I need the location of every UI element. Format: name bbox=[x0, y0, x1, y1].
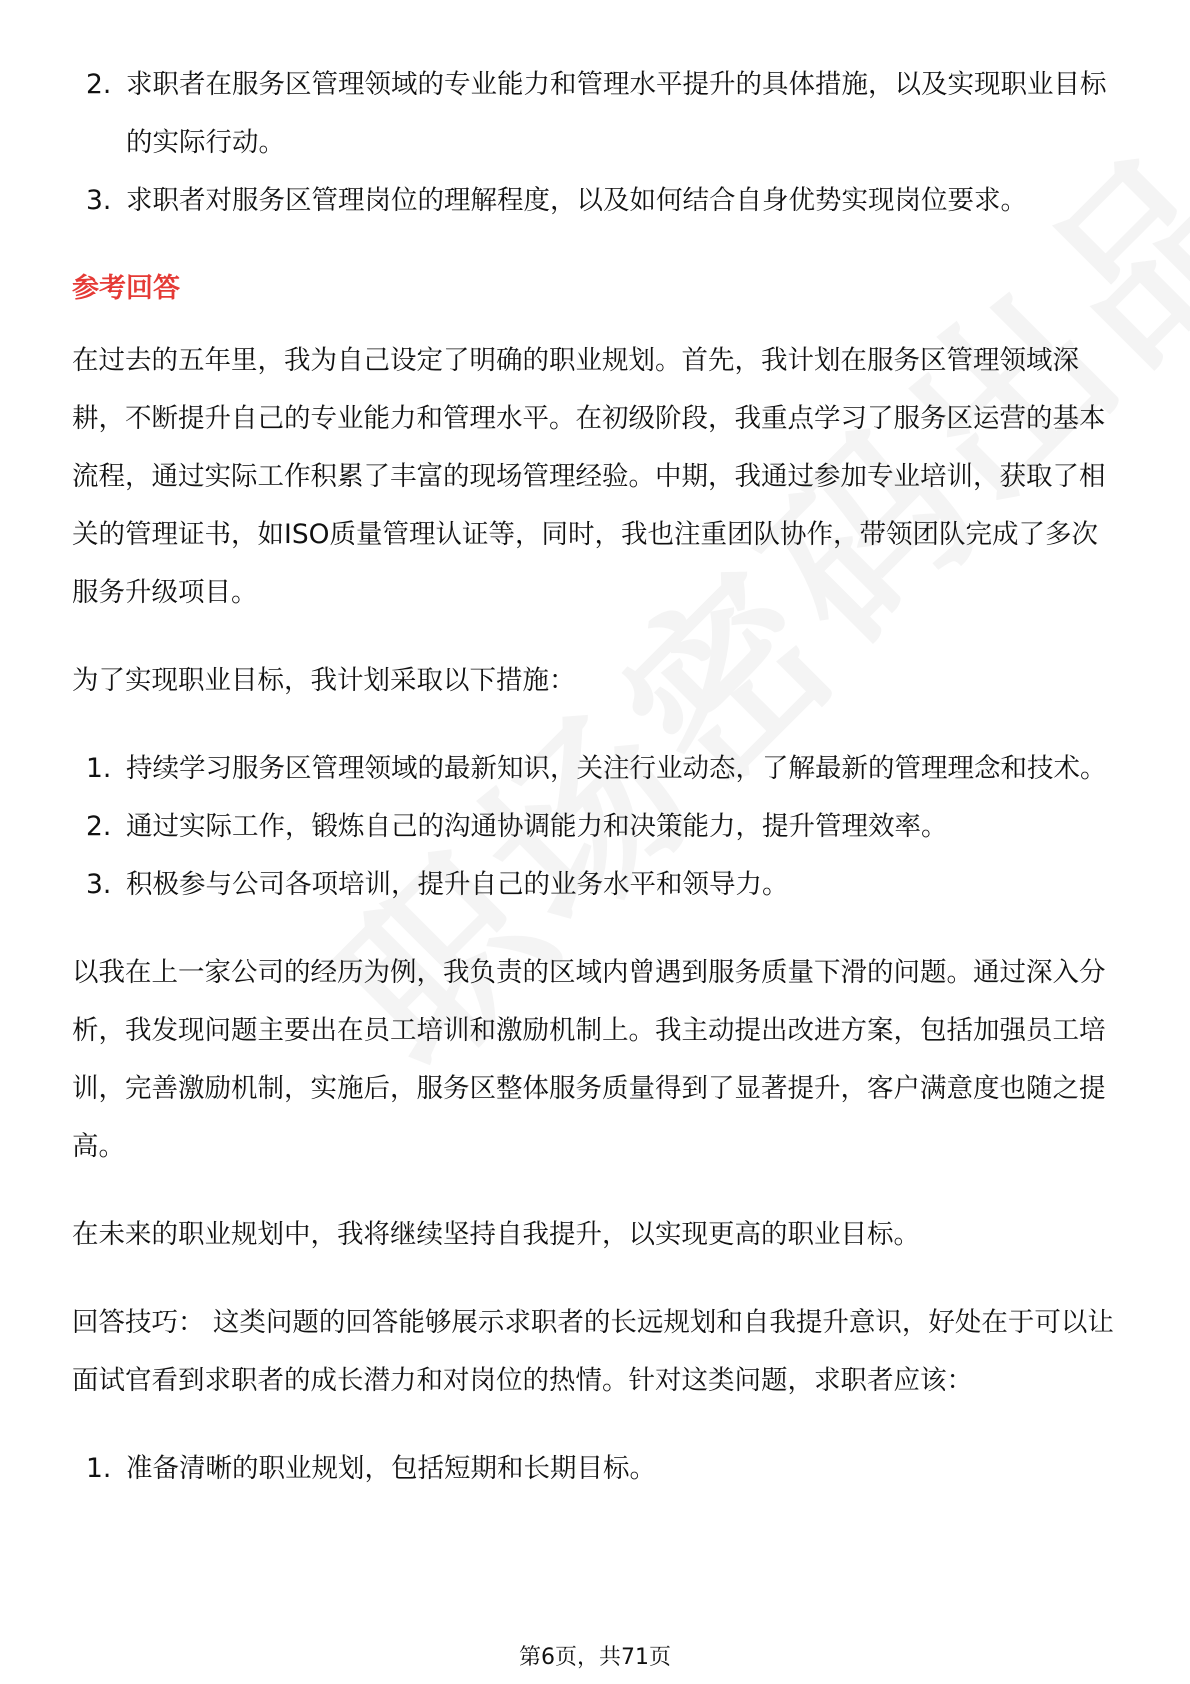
answer-paragraph-3: 以我在上一家公司的经历为例，我负责的区域内曾遇到服务质量下滑的问题。通过深入分析，我发现问题主要出在员工培训和激励机制上。我主动提出改进方案，包括加强员工培训，完善激励机制，实施后，服务区整体服务质量得到了显著提升，客户满意度也随之提高。 bbox=[72, 957, 1106, 1162]
list-item bbox=[72, 56, 1122, 172]
answer-paragraph-4: 在未来的职业规划中，我将继续坚持自我提升，以实现更高的职业目标。 bbox=[72, 1219, 920, 1250]
list-text: 持续学习服务区管理领域的最新知识，关注行业动态，了解最新的管理理念和技术。 bbox=[126, 753, 1107, 784]
answer-paragraph-1: 在过去的五年里，我为自己设定了明确的职业规划。首先，我计划在服务区管理领域深耕，不断提升自己的专业能力和管理水平。在初级阶段，我重点学习了服务区运营的基本流程，通过实际工作积累了丰富的现场管理经验。中期，我通过参加专业培训，获取了相关的管理证书，如ISO质量管理认证等，同时，我也注重团队协作，带领团队完成了多次服务升级项目。 bbox=[72, 345, 1106, 608]
document-body bbox=[72, 56, 1122, 1498]
list-text: 求职者对服务区管理岗位的理解程度，以及如何结合自身优势实现岗位要求。 bbox=[126, 185, 1027, 216]
list-item bbox=[72, 856, 1122, 914]
page-footer: 第6页，共71页 bbox=[519, 1645, 671, 1670]
measures-list bbox=[72, 740, 1122, 914]
list-number: 2. bbox=[86, 69, 112, 100]
list-number: 1. bbox=[86, 753, 112, 784]
list-text: 积极参与公司各项培训，提升自己的业务水平和领导力。 bbox=[126, 869, 789, 900]
list-number: 3. bbox=[86, 869, 112, 900]
list-item bbox=[72, 172, 1122, 230]
list-text: 通过实际工作，锻炼自己的沟通协调能力和决策能力，提升管理效率。 bbox=[126, 811, 948, 842]
list-number: 1. bbox=[86, 1453, 112, 1484]
list-number: 2. bbox=[86, 811, 112, 842]
tips-paragraph: 回答技巧： 这类问题的回答能够展示求职者的长远规划和自我提升意识，好处在于可以让面试官看到求职者的成长潜力和对岗位的热情。针对这类问题，求职者应该： bbox=[72, 1307, 1114, 1396]
section-heading: 参考回答 bbox=[72, 273, 180, 304]
list-number: 3. bbox=[86, 185, 112, 216]
list-item bbox=[72, 1440, 1122, 1498]
criteria-list bbox=[72, 56, 1122, 230]
answer-paragraph-2: 为了实现职业目标，我计划采取以下措施： bbox=[72, 665, 576, 696]
list-item bbox=[72, 740, 1122, 798]
tips-list bbox=[72, 1440, 1122, 1498]
list-text: 准备清晰的职业规划，包括短期和长期目标。 bbox=[126, 1453, 656, 1484]
list-text: 求职者在服务区管理领域的专业能力和管理水平提升的具体措施，以及实现职业目标的实际行动。 bbox=[126, 69, 1107, 158]
list-item bbox=[72, 798, 1122, 856]
